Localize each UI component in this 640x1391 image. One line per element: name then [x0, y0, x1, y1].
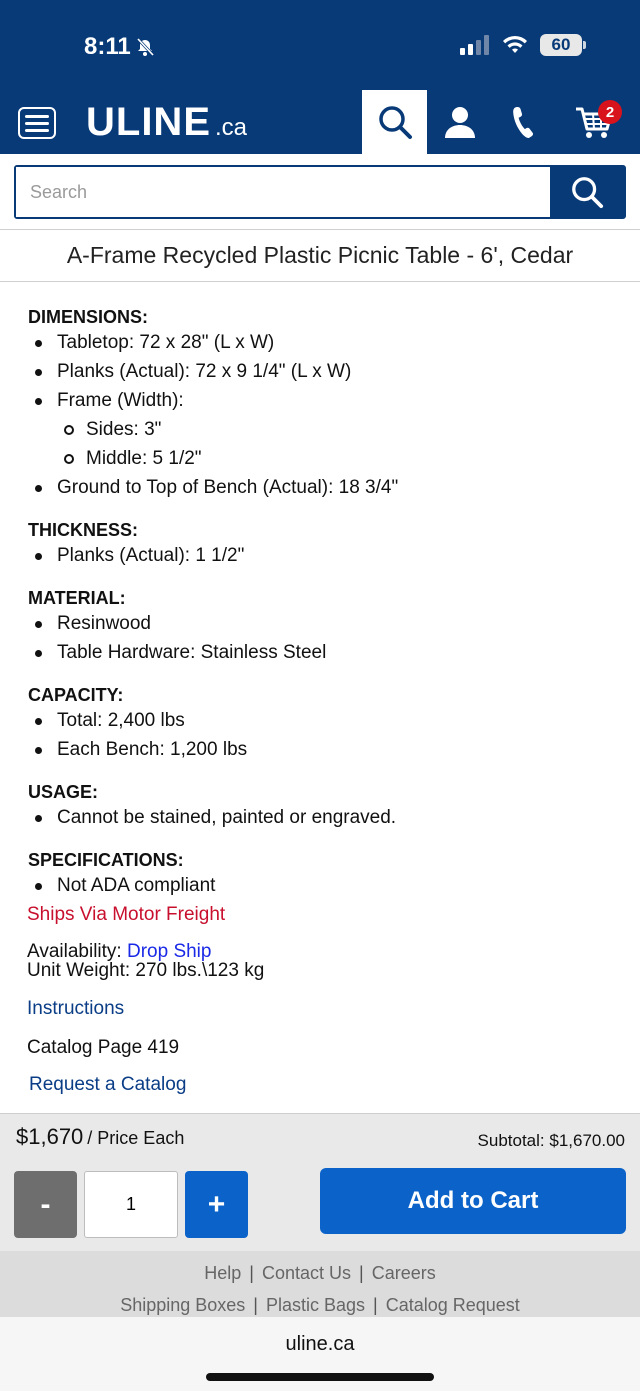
footer-separator: |	[253, 1295, 258, 1315]
footer-link-contact[interactable]: Contact Us	[261, 1263, 352, 1283]
spec-heading: USAGE:	[28, 782, 99, 802]
unit-weight: Unit Weight: 270 lbs.\123 kg	[27, 960, 265, 981]
catalog-page: Catalog Page 419	[27, 1037, 180, 1058]
shipping-method: Ships Via Motor Freight	[27, 904, 226, 925]
footer-separator: |	[373, 1295, 378, 1315]
spec-list	[28, 541, 618, 570]
instructions-link[interactable]: Instructions	[27, 998, 125, 1019]
account-button[interactable]	[430, 90, 490, 154]
availability-label: Availability:	[27, 941, 122, 962]
list-item: Each Bench: 1,200 lbs	[28, 735, 618, 764]
footer-link-careers[interactable]: Careers	[371, 1263, 436, 1283]
top-banner	[0, 0, 640, 154]
phone-button[interactable]	[494, 90, 554, 154]
search-box	[14, 165, 626, 219]
spec-material	[28, 587, 618, 667]
spec-dimensions	[28, 306, 618, 502]
list-item: Planks (Actual): 72 x 9 1/4" (L x W)	[28, 357, 618, 386]
spec-list	[28, 328, 618, 502]
footer-row-1	[0, 1263, 640, 1284]
signal-icon	[460, 35, 490, 55]
spec-list	[28, 871, 618, 900]
footer-row-2	[0, 1295, 640, 1316]
spec-heading: DIMENSIONS:	[28, 307, 149, 327]
drop-ship-link[interactable]: Drop Ship	[126, 941, 212, 962]
footer-links	[0, 1251, 640, 1317]
price-value: $1,670	[16, 1124, 84, 1149]
site-header	[0, 90, 640, 154]
user-icon	[442, 104, 478, 140]
quantity-input[interactable]	[84, 1171, 178, 1238]
spec-heading: THICKNESS:	[28, 520, 139, 540]
wifi-icon	[502, 35, 528, 55]
quantity-decrease-button[interactable]: -	[14, 1171, 77, 1238]
bell-muted-icon	[135, 37, 155, 57]
cart-button[interactable]	[562, 90, 626, 154]
time-text: 8:11	[84, 33, 131, 60]
list-item: Resinwood	[28, 609, 618, 638]
request-catalog-link[interactable]: Request a Catalog	[29, 1074, 187, 1095]
footer-link-plastic-bags[interactable]: Plastic Bags	[265, 1295, 366, 1315]
spec-heading: SPECIFICATIONS:	[28, 850, 184, 870]
spec-list	[28, 803, 618, 832]
list-item: Cannot be stained, painted or engraved.	[28, 803, 618, 832]
spec-list	[28, 609, 618, 667]
spec-specifications	[28, 849, 618, 900]
uline-logo[interactable]	[86, 100, 247, 145]
subtotal: Subtotal: $1,670.00	[477, 1131, 625, 1150]
quantity-increase-button[interactable]: +	[185, 1171, 248, 1238]
product-title: A-Frame Recycled Plastic Picnic Table - 6', Cedar	[0, 230, 640, 282]
list-item-text: Frame (Width):	[57, 390, 184, 411]
spec-capacity	[28, 684, 618, 764]
status-indicators	[460, 34, 582, 56]
list-item: Total: 2,400 lbs	[28, 706, 618, 735]
sub-list-item: Sides: 3"	[57, 415, 618, 444]
url-text[interactable]: uline.ca	[285, 1333, 355, 1355]
availability-block	[27, 942, 264, 980]
list-item: Not ADA compliant	[28, 871, 618, 900]
list-item: Tabletop: 72 x 28" (L x W)	[28, 328, 618, 357]
battery-level: 60	[551, 35, 571, 54]
logo-suffix: .ca	[215, 114, 248, 141]
footer-separator: |	[249, 1263, 254, 1283]
search-icon	[570, 175, 604, 209]
search-icon	[377, 104, 413, 140]
footer-link-shipping-boxes[interactable]: Shipping Boxes	[120, 1295, 246, 1315]
home-indicator[interactable]	[206, 1373, 434, 1381]
spec-heading: MATERIAL:	[28, 588, 126, 608]
phone-icon	[509, 104, 539, 140]
logo-text: ULINE	[86, 100, 211, 144]
hamburger-menu-icon[interactable]	[18, 107, 56, 139]
purchase-bar	[0, 1113, 640, 1251]
search-input[interactable]	[16, 167, 550, 217]
sub-list-item: Middle: 5 1/2"	[57, 444, 618, 473]
spec-thickness	[28, 519, 618, 570]
browser-address-bar	[0, 1317, 640, 1391]
footer-link-help[interactable]: Help	[204, 1263, 242, 1283]
list-item	[28, 386, 618, 473]
sub-list	[57, 415, 618, 473]
status-time	[84, 33, 155, 61]
spec-heading: CAPACITY:	[28, 685, 124, 705]
search-bar	[0, 154, 640, 230]
footer-separator: |	[359, 1263, 364, 1283]
status-bar	[0, 0, 640, 90]
spec-list	[28, 706, 618, 764]
footer-link-catalog-request[interactable]: Catalog Request	[385, 1295, 520, 1315]
header-search-button[interactable]	[362, 90, 427, 154]
list-item: Ground to Top of Bench (Actual): 18 3/4"	[28, 473, 618, 502]
list-item: Planks (Actual): 1 1/2"	[28, 541, 618, 570]
availability-line	[27, 942, 264, 961]
battery-indicator	[540, 34, 582, 56]
search-submit-button[interactable]	[550, 167, 624, 217]
spec-section	[28, 306, 618, 917]
add-to-cart-button[interactable]: Add to Cart	[320, 1168, 626, 1234]
list-item: Table Hardware: Stainless Steel	[28, 638, 618, 667]
price-suffix: / Price Each	[87, 1128, 185, 1148]
spec-usage	[28, 781, 618, 832]
price-each	[16, 1124, 184, 1150]
cart-count-badge: 2	[598, 100, 622, 124]
